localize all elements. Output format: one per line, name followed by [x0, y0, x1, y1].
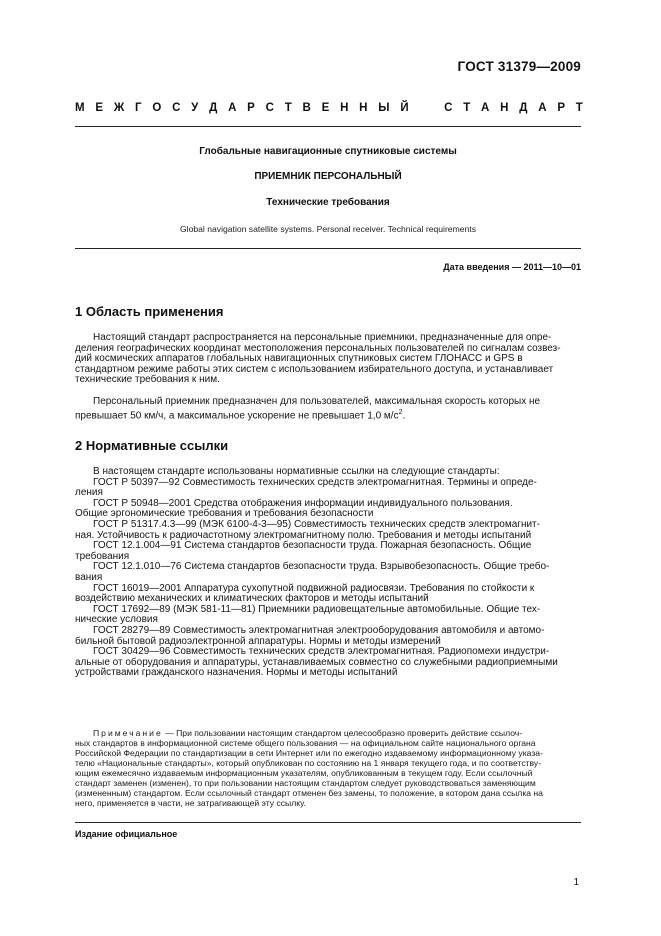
section-1-paragraph-2 — [75, 396, 581, 421]
heading-letter: Р — [247, 102, 255, 114]
note-line: стандарт заменен (изменен), то при пользовании настоящим стандартом следует руководствоваться заменяющим — [75, 778, 536, 788]
section-1-paragraph-1 — [75, 333, 581, 386]
reference-line: воздействию механических и климатических факторов и методы испытаний — [75, 593, 429, 605]
heading-letter: Д — [519, 102, 528, 114]
heading-letter: С — [444, 102, 453, 114]
heading-letter: Н — [359, 102, 368, 114]
text-line: Персональный приемник предназначен для пользователей, максимальная скорость которых не — [93, 396, 541, 407]
reference-line: ГОСТ 28279—89 Совместимость электромагнитная электрооборудования автомобиля и автомо- — [93, 624, 545, 636]
reference-line: ГОСТ Р 50397—92 Совместимость технических средств электромагнитная. Термины и опреде- — [93, 476, 537, 488]
page-number: 1 — [573, 877, 579, 888]
reference-line: ГОСТ Р 51317.4.3—99 (МЭК 6100-4-3—95) Совместимость технических средств электромагнит- — [93, 518, 540, 530]
heading-letter: Ы — [378, 102, 390, 114]
heading-letter: Т — [463, 102, 471, 114]
heading-letter: Г — [135, 102, 142, 114]
heading-letter: О — [152, 102, 162, 114]
note-label: Примечание — [93, 728, 163, 738]
note-line: телю «Национальные стандарты», который опубликован по состоянию на 1 января текущего года, и по соответству- — [75, 758, 542, 768]
reference-line: ГОСТ 16019—2001 Аппаратура сухопутной подвижной радиосвязи. Требования по стойкости к — [93, 582, 535, 594]
heading-letter: У — [191, 102, 199, 114]
word-gap — [419, 102, 433, 114]
heading-letter: С — [172, 102, 181, 114]
heading-letter: А — [228, 102, 237, 114]
reference-line: ГОСТ 17692—89 (МЭК 581-11—81) Приемники радиовещательные автомобильные. Общие тех- — [93, 603, 541, 615]
heading-letter: Е — [95, 102, 104, 114]
reference-line: требования — [75, 550, 130, 562]
reference-line: Общие эргономические требования и требования безопасности — [75, 508, 374, 520]
interstate-standard-heading — [75, 102, 583, 114]
bottom-divider — [75, 822, 581, 823]
heading-letter: А — [481, 102, 490, 114]
note-line: ных стандартов в информационной системе общего пользования — на официальном сайте национального органа — [75, 738, 536, 748]
heading-letter: В — [302, 102, 311, 114]
note-line: Примечание — При пользовании настоящим стандартом целесообразно проверить действие ссылоч- — [93, 728, 523, 738]
official-edition-label: Издание официальное — [75, 829, 178, 839]
heading-letter: Й — [400, 102, 409, 114]
heading-letter: Т — [575, 102, 583, 114]
middle-divider — [75, 248, 581, 249]
section-1-heading: 1 Область применения — [75, 304, 224, 319]
title-english: Global navigation satellite systems. Personal receiver. Technical requirements — [180, 224, 476, 234]
text-line: Настоящий стандарт распространяется на персональные приемники, предназначенные для опре- — [93, 332, 552, 343]
reference-line: нические условия — [75, 614, 158, 626]
heading-letter: С — [265, 102, 274, 114]
reference-line: ГОСТ Р 50948—2001 Средства отображения информации индивидуального пользования. — [93, 497, 513, 509]
reference-line: ления — [75, 487, 103, 499]
text-line: превышает 50 км/ч, а максимальное ускорение не превышает 1,0 $м/с^2$. — [75, 408, 406, 421]
section-2-references — [75, 467, 581, 679]
heading-letter: Е — [321, 102, 330, 114]
superscript: 2 — [398, 408, 403, 416]
text-line: технические требования к ним. — [75, 374, 220, 386]
reference-line: бильной бытовой радиоэлектронной аппаратуры. Нормы и методы измерений — [75, 635, 441, 647]
reference-line: альные от оборудования и аппаратуры, устанавливаемых совместно со служебными радиоприемными — [75, 656, 558, 668]
section-2-heading: 2 Нормативные ссылки — [75, 438, 229, 453]
heading-letter: Т — [284, 102, 292, 114]
text-line: деления географических координат местоположения персональных пользователей по сигналам созвез- — [75, 342, 561, 354]
note-line: ющим ежемесячно издаваемым информационным указателям, опубликованным в текущем году. Если ссылочный — [75, 768, 533, 778]
heading-letter: Ж — [113, 102, 125, 114]
reference-line: ГОСТ 30429—96 Совместимость технических средств электромагнитная. Радиопомехи индустри- — [93, 646, 550, 658]
heading-letter: Н — [500, 102, 509, 114]
top-divider — [75, 126, 581, 127]
reference-line: ГОСТ 12.1.004—91 Система стандартов безопасности труда. Пожарная безопасность. Общие — [93, 540, 532, 552]
note-line: (измененным) стандартом. Если ссылочный стандарт отменен без замены, то положение, в котором дана ссылка на — [75, 788, 543, 798]
reference-line: В настоящем стандарте использованы нормативные ссылки на следующие стандарты: — [93, 466, 500, 477]
note-line: него, применяется в части, не затрагивающей эту ссылку. — [75, 798, 306, 808]
reference-line: ГОСТ 12.1.010—76 Система стандартов безопасности труда. Взрывобезопасность. Общие требо- — [93, 561, 550, 573]
heading-letter: Н — [340, 102, 349, 114]
heading-letter: М — [75, 102, 85, 114]
note-line: Российской Федерации по стандартизации в сети Интернет или по ежегодно издаваемому информационному указа- — [75, 748, 543, 758]
title-system: Глобальные навигационные спутниковые системы — [199, 146, 457, 157]
title-product: ПРИЕМНИК ПЕРСОНАЛЬНЫЙ — [254, 171, 402, 182]
title-subtitle: Технические требования — [266, 197, 390, 208]
heading-letter: Д — [209, 102, 218, 114]
note-block — [75, 728, 581, 808]
gost-number: ГОСТ 31379—2009 — [457, 59, 581, 74]
heading-letter: А — [538, 102, 547, 114]
heading-letter: Р — [557, 102, 565, 114]
reference-line: ная. Устойчивость к радиочастотному электромагнитному полю. Требования и методы испытаний — [75, 529, 532, 541]
text-line: стандартном режиме работы этих систем с использованием избирательного доступа, и устанавливает — [75, 363, 554, 375]
reference-line: устройствами гражданского назначения. Нормы и методы испытаний — [75, 667, 398, 679]
text-line: дий космических аппаратов глобальных навигационных спутниковых систем ГЛОНАСС и GPS в — [75, 353, 523, 365]
reference-line: вания — [75, 571, 103, 583]
introduction-date: Дата введения — 2011—10—01 — [443, 262, 581, 272]
